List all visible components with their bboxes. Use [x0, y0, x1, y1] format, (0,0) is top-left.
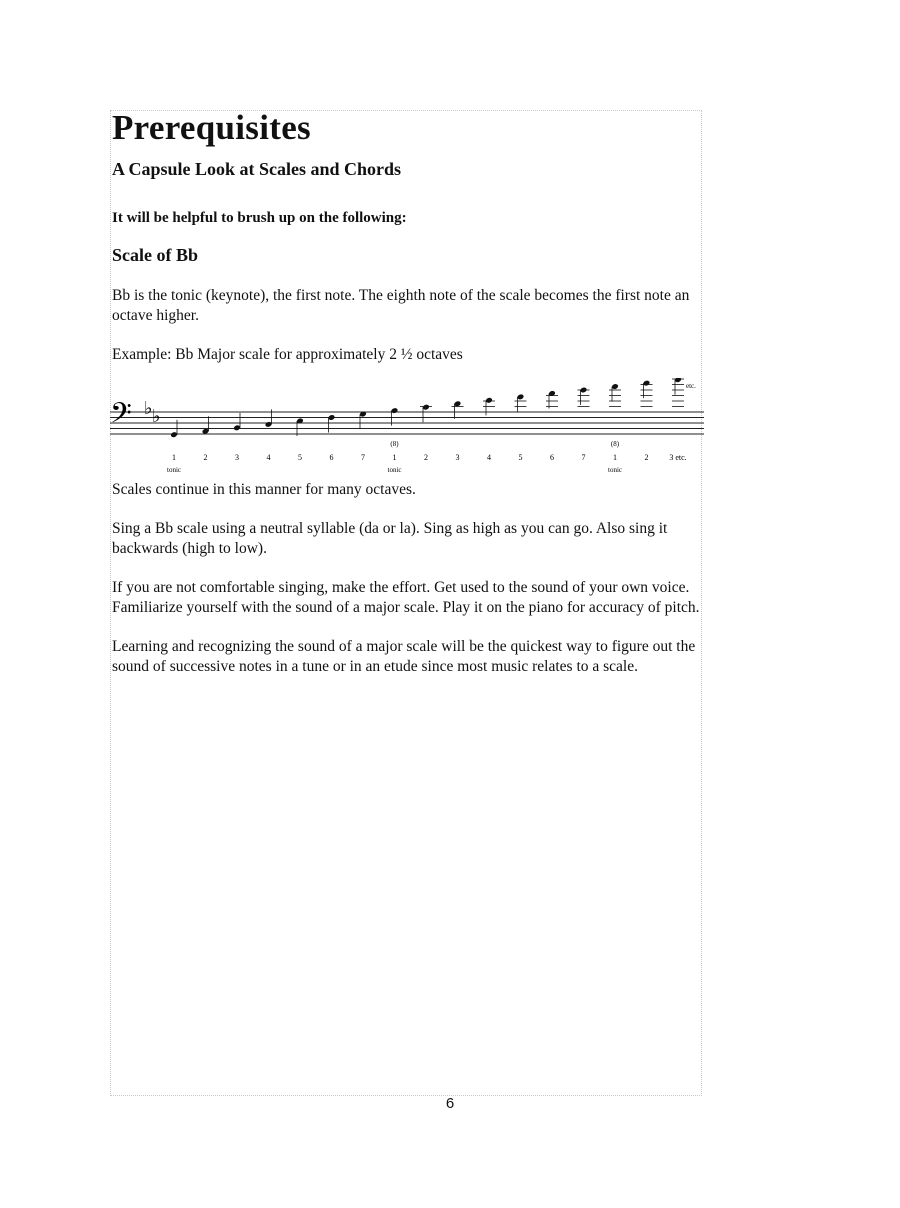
scale-degree-label: 4: [487, 453, 491, 462]
paragraph-comfortable: If you are not comfortable singing, make the effort. Get used to the sound of your own voice. Familiarize yourself with the sound of a major scale. Play it on the piano for accuracy of pitch.: [112, 579, 700, 616]
scale-notes: [170, 378, 684, 438]
octave-mark: (8): [390, 440, 399, 448]
flat-icon: ♭: [152, 406, 161, 426]
staff-lines: [110, 412, 704, 434]
scale-degree-label: 2: [644, 453, 649, 462]
scale-degree-label: 6: [550, 453, 554, 462]
etc-label: etc.: [686, 382, 696, 390]
paragraph-learning: Learning and recognizing the sound of a major scale will be the quickest way to figure out the sound of successive notes in a tune or in an etude since most music relates to a scale.: [112, 638, 696, 675]
scale-degree-label: 2: [424, 453, 428, 462]
lead-text: It will be helpful to brush up on the following:: [112, 210, 407, 226]
octave-mark: (8): [610, 440, 620, 448]
scale-degree-label: 1: [392, 453, 397, 462]
scale-staff: [108, 378, 708, 478]
intro-paragraph: Bb is the tonic (keynote), the first note. The eighth note of the scale becomes the first note an octave higher.: [112, 287, 690, 324]
section-heading: Scale of Bb: [112, 245, 199, 265]
page-title: Prerequisites: [112, 108, 311, 147]
example-caption: Example: Bb Major scale for approximately 2 ½ octaves: [112, 346, 463, 363]
bass-clef-icon: 𝄢: [110, 399, 132, 436]
scale-degree-label: 3: [455, 453, 460, 462]
scale-degree-label: 2: [203, 453, 208, 462]
scale-degree-label: 5: [298, 453, 302, 462]
scale-degree-label: 7: [361, 453, 365, 462]
page-content: [112, 108, 700, 365]
scale-degree-label: 1: [172, 453, 176, 462]
tonic-label: tonic: [387, 466, 402, 474]
scale-degree-label: 5: [518, 453, 523, 462]
paragraph-sing: Sing a Bb scale using a neutral syllable (da or la). Sing as high as you can go. Also sing it backwards (high to low).: [112, 520, 668, 557]
scale-degree-label: 4: [266, 453, 271, 462]
staff-svg: [108, 378, 708, 478]
scale-degree-label: 7: [581, 453, 586, 462]
flat-icon: ♭: [144, 398, 153, 418]
tonic-label: tonic: [167, 466, 181, 474]
body-paragraphs: [112, 480, 700, 696]
page-subtitle: A Capsule Look at Scales and Chords: [112, 159, 402, 179]
page-number: 6: [445, 1095, 455, 1112]
scale-degree-label: 3: [235, 453, 239, 462]
paragraph-octaves: Scales continue in this manner for many octaves.: [112, 481, 416, 498]
scale-degree-labels: [167, 440, 687, 474]
tonic-label: tonic: [608, 466, 622, 474]
scale-degree-label: 6: [329, 453, 334, 462]
scale-degree-label: 1: [613, 453, 617, 462]
scale-degree-label: 3 etc.: [669, 453, 687, 462]
